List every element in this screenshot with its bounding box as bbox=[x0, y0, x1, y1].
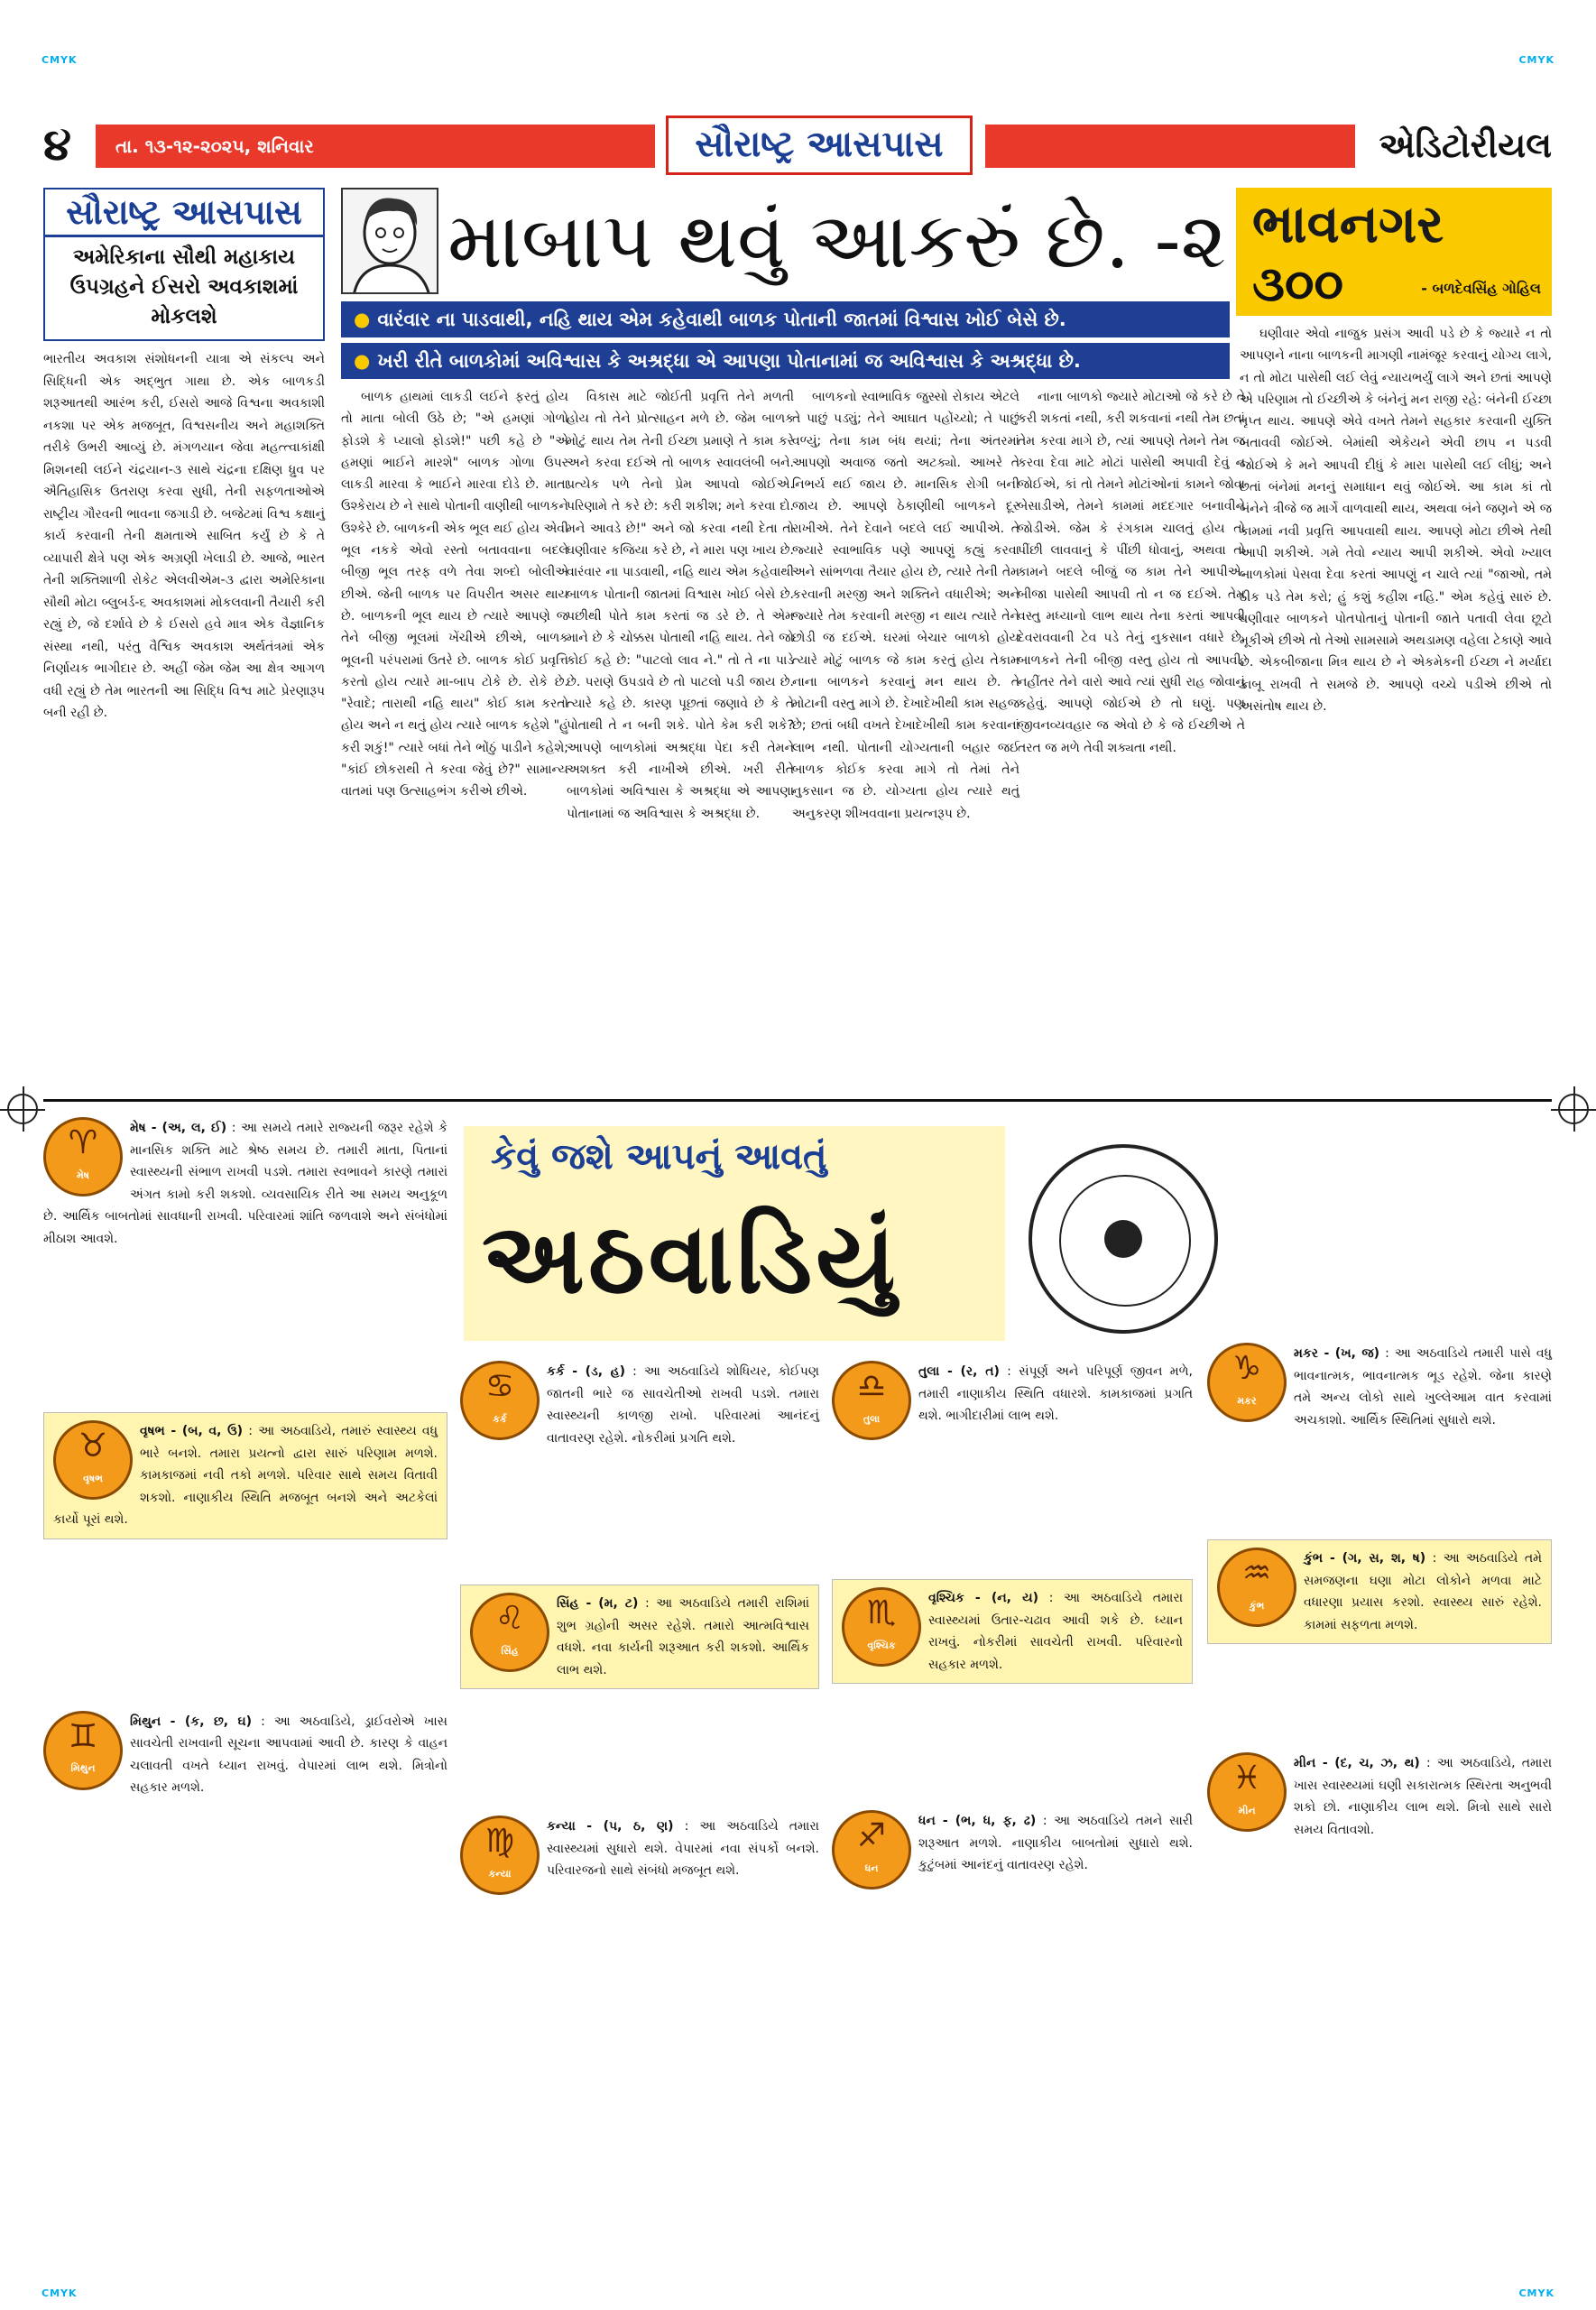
libra-icon: ♎ તુલા bbox=[832, 1361, 911, 1440]
editorial-headline: માબાપ થવું આકરું છે. -૨ bbox=[447, 196, 1227, 286]
print-marks-right: CMYK bbox=[1518, 54, 1554, 66]
sign-vrushabh: ♉ વૃષભ વૃષભ - (બ, વ, ઉ) : આ અઠવાડિયે, તમારું સ્વાસ્થ્ય વધુ ભારે બનશે. તમારા પ્રયત્નો દ્વારા સારું પરિણામ મળશે. કામકાજમાં નવી તકો મળશે. પરિવાર સાથે સમય વિતાવી શકશો. નાણાકીય સ્થિતિ મજબૂત બનશે અને અટકેલાં કાર્યો પૂરાં થશે. bbox=[43, 1412, 447, 1539]
sign-text: આ અઠવાડિયે તમને સારી શરૂઆત મળશે. નાણાકીય બાબતોમાં સુધારો થશે. કુટુંબમાં આનંદનું વાતાવરણ રહેશે. bbox=[918, 1814, 1193, 1872]
aries-icon: ♈ મેષ bbox=[43, 1117, 123, 1197]
gemini-icon: ♊ મિથુન bbox=[43, 1711, 123, 1790]
section-title: એડિટોરીયલ bbox=[1379, 125, 1552, 165]
editorial-column-3 bbox=[792, 386, 1019, 1090]
series-box bbox=[1236, 188, 1552, 316]
horoscope-column-left bbox=[43, 1117, 447, 1812]
sign-name: કન્યા - (પ, ઠ, ણ) bbox=[547, 1819, 674, 1834]
sign-name: મેષ - (અ, લ, ઈ) bbox=[130, 1121, 227, 1135]
sign-text: આ અઠવાડિયે, તમારું સ્વાસ્થ્ય વધુ ભારે બનશે. તમારા પ્રયત્નો દ્વારા સારું પરિણામ મળશે. કામકાજમાં નવી તકો મળશે. પરિવાર સાથે સમય વિતાવી શકશો. નાણાકીય સ્થિતિ મજબૂત બનશે અને અટકેલાં કાર્યો પૂરાં થશે. bbox=[53, 1424, 438, 1527]
editorial-column-4 bbox=[1018, 386, 1245, 1090]
sign-text: આ અઠવાડિયે તમારા સ્વાસ્થ્યમાં ઉતાર-ચઢાવ આવી શકે છે. ધ્યાન રાખવું. નોકરીમાં સાવચેતી રાખવી. પરિવારનો સહકાર મળશે. bbox=[928, 1591, 1184, 1672]
column-text: ઘણીવાર એવો નાજુક પ્રસંગ આવી પડે છે કે જ્યારે ન તો આપણને નાના બાળકની માગણી નામંજૂર કરવાનું યોગ્ય લાગે, ન તો મોટા પાસેથી લઈ લેવું ન્યાયભર્યું લાગે અને છતાં આપણે એ પરિણામ તો ઈચ્છીએ કે બંનેનું મન રાજી રહે: બંનેની ઈચ્છા તૃપ્ત થાય. આપણે એવે વખતે તેમને સહકાર કરવાની યુક્તિ બતાવવી જોઈએ. બેમાંથી એકેયને એવી છાપ ન પડવી જોઈએ કે મને આપવી દીધું કે મારા પાસેથી લઈ લીધું; અને છતાં બંનેમાં મનનું સમાધાન થવું જોઈએ. આ કામ કાં તો બંનેને ત્રીજે જ માર્ગે વાળવાથી થાય, અથવા બંને જણને એ જ કામમાં નવી પ્રવૃત્તિ આપવાથી થાય. આપણે મોટા છીએ તેથી આપી શકીએ. ગમે તેવો ન્યાય આપી શકીએ. એવો ખ્યાલ બાળકોમાં પેસવા દેવા કરતાં આપણું ન ચાલે ત્યાં "જાઓ, તમે ઠીક પડે તેમ કરો; હું કશું કહીશ નહિ." એમ કહેવું સારું છે. ઘણીવાર બાળકને પોતપોતાનું પોતાની જાતે પતાવી લેવા છૂટો મૂકીએ છીએ તો તેઓ સામસામે અથડામણ વહેલા ટેકાણે આવે છે. એકબીજાના મિત્ર થાય છે ને એકમેકની ઈચ્છા ને મર્યાદા કાબૂ રાખવી તે સમજે છે. આપણે વચ્ચે પડીએ છીએ તો અસંતોષ થાય છે. bbox=[1240, 327, 1552, 715]
sign-text: આ સમયે તમારે રાજ્યની જરૂર રહેશે કે માનસિક શક્તિ માટે શ્રેષ્ઠ સમય છે. તમારી માતા, પિતાનાં સ્વાસ્થ્યની સંભાળ રાખવી પડશે. તમારા સ્વભાવને કારણે તમારાં અંગત કામો કરી શકશો. વ્યવસાયિક રીતે આ સમય અનુકૂળ છે. આર્થિક બાબતોમાં સાવધાની રાખવી. પરિવારમાં શાંતિ જળવાશે અને સંબંધોમાં મીઠાશ આવશે. bbox=[43, 1121, 447, 1246]
sign-makar: ♑ મકર મકર - (ખ, જ) : આ અઠવાડિયે તમારી પાસે વધુ ભાવનાત્મક, ભાવનાત્મક ભૂડ રહેશે. જેના કારણે તમે અન્ય લોકો સાથે ખુલ્લેઆમ વાત કરવામાં અચકાશો. આર્થિક સ્થિતિમાં સુધારો થશે. bbox=[1207, 1343, 1552, 1431]
sign-kanya: ♍ કન્યા કન્યા - (પ, ઠ, ણ) : આ અઠવાડિયે તમારા સ્વાસ્થ્યમાં સુધારો થશે. વેપારમાં નવા સંપર્કો બનશે. પરિવારજનો સાથે સંબંધો મજબૂત થશે. bbox=[460, 1816, 819, 1899]
taurus-icon: ♉ વૃષભ bbox=[53, 1420, 133, 1500]
leo-icon: ♌ સિંહ bbox=[470, 1593, 549, 1672]
sign-text: આ અઠવાડિયે તમારી પાસે વધુ ભાવનાત્મક, ભાવનાત્મક ભૂડ રહેશે. જેના કારણે તમે અન્ય લોકો સાથે ખુલ્લેઆમ વાત કરવામાં અચકાશો. આર્થિક સ્થિતિમાં સુધારો થશે. bbox=[1294, 1346, 1553, 1428]
sign-name: ધન - (ભ, ધ, ફ, ઢ) bbox=[918, 1814, 1037, 1828]
sign-name: તુલા - (ર, ત) bbox=[918, 1364, 1000, 1379]
sign-sinh: ♌ સિંહ સિંહ - (મ, ટ) : આ અઠવાડિયે તમારી રાશિમાં શુભ ગ્રહોની અસર રહેશે. તમારો આત્મવિશ્વાસ વધશે. નવા કાર્યની શરૂઆત કરી શકશો. આર્થિક લાભ થશે. bbox=[460, 1585, 819, 1689]
highlight-text: ખરી રીતે બાળકોમાં અવિશ્વાસ કે અશ્રદ્ધા એ આપણા પોતાનામાં જ અવિશ્વાસ કે અશ્રદ્ધા છે. bbox=[377, 350, 1081, 372]
left-news-box bbox=[43, 188, 325, 341]
sign-name: વૃષભ - (બ, વ, ઉ) bbox=[140, 1424, 244, 1438]
print-marks-left: CMYK bbox=[42, 54, 78, 66]
editorial bbox=[341, 188, 1552, 1090]
bullet-icon: ● bbox=[354, 350, 371, 372]
column-text: બાળક હાથમાં લાકડી લઈને ફરતું હોય તો માતા બોલી ઉઠે છે; "એ હમણાં ગોળો ફોડશે કે પ્યાલો ફોડશે!" પછી કહે છે "એ હમણાં ભાઈને મારશે" બાળક ગોળા ઉપર લાકડી મારવા કે ભાઈને મારવા દોડે છે. માતા ઉશ્કેરાય છે ને સાથે પોતાની વાણીથી બાળકને ઉશ્કેરે છે. બાળકની એક ભૂલ થઈ હોય એવી ભૂલ નકકે એવો રસ્તો બતાવવાના બદલે બીજી ભૂલ તરફ વળે તેવા શબ્દો બોલીએ છીએ. જેની બાળક પર વિપરીત અસર થાય છે. બાળકની ભૂલ થાય છે ત્યારે આપણે જ તેને બીજી ભૂલમાં ખેંચીએ છીએ, બાળક ભૂલની પરંપરામાં ઉતરે છે. બાળક કોઈ પ્રવૃત્તિ કરતો હોય ત્યારે મા-બાપ ટોકે છે. રોકે છે. "રેવાદે; તારાથી નહિ થાય" કોઈ કામ કરતો હોય અને ન થતું હોય ત્યારે બાળક કહેશે "હું કરી શકું!" ત્યારે બધાં તેને ભોંઠું પાડીને કહેશે; "કાંઈ છોકરાથી તે કરવા જેવું છે?" સામાન્ય વાતમાં પણ ઉત્સાહભંગ કરીએ છીએ. bbox=[341, 390, 568, 799]
sign-text: સંપૂર્ણ અને પરિપૂર્ણ જીવન મળે, તમારી નાણાકીય સ્થિતિ વધારશે. કામકાજમાં પ્રગતિ થશે. ભાગીદારીમાં લાભ થશે. bbox=[918, 1364, 1193, 1423]
pisces-icon: ♓ મીન bbox=[1207, 1752, 1287, 1832]
horoscope-title-main: અઠવાડિયું bbox=[482, 1202, 899, 1316]
capricorn-icon: ♑ મકર bbox=[1207, 1343, 1287, 1422]
sign-name: કર્ક - (ડ, હ) bbox=[547, 1364, 625, 1379]
sign-name: મકર - (ખ, જ) bbox=[1294, 1346, 1380, 1361]
sign-vrushchik: ♏ વૃશ્ચિક વૃશ્ચિક - (ન, ય) : આ અઠવાડિયે તમારા સ્વાસ્થ્યમાં ઉતાર-ચઢાવ આવી શકે છે. ધ્યાન રાખવું. નોકરીમાં સાવચેતી રાખવી. પરિવારનો સહકાર મળશે. bbox=[832, 1579, 1193, 1684]
horoscope-column-center-right bbox=[832, 1361, 1193, 1906]
cancer-icon: ♋ કર્ક bbox=[460, 1361, 540, 1440]
print-marks-bottom-right: CMYK bbox=[1518, 2287, 1554, 2299]
column-text: નાના બાળકો જ્યારે મોટાઓ જે કરે છે તે કરી શકતાં નથી, કરી શકવાનાં નથી તેમ છતાં તેમ કરવા માગે છે, ત્યાં આપણે તેમને તેમ જ કરવા દેવા માટે મોટાં પાસેથી અપાવી દેવું ન જોઈએ, કાં તો તેમને મોટાંઓનાં કામને જોવા બેસાડીએ, તેમને કામમાં મદદગાર બનાવીને જોડીએ. જેમ કે રંગકામ ચાલતું હોય તો પીંછી લાવવાનું કે પીંછી ધોવાનું, અથવા તો કામને બદલે બીજું જ કામ તેને આપીએ. બીજા પાસેથી આપવી તો ન જ દઈએ. તેમ વસ્તુ મધ્યાનો લાભ થાય તેના કરતાં આપવી દેવરાવવાની ટેવ પડે તેનું નુકસાન વધારે છે. બાળકને તેની બીજી વસ્તુ હોય તો આપવી, નહીંતર તેને વારો આવે ત્યાં સુધી રાહ જોવાનું કહેવું. આપણે જોઈએ છે તો ઘણું. પણ જીવનવ્યવહાર જ એવો છે કે જે ઈચ્છીએ તે તરત જ મળે તેવી શક્યતા નથી. bbox=[1018, 390, 1245, 755]
column-text: વિકાસ માટે જોઈતી પ્રવૃત્તિ તેને મળતી હોય તો તેને પ્રોત્સાહન મળે છે. જેમ બાળક મોટું થાય તેમ તેની ઈચ્છા પ્રમાણે તે કામ કરે અને કરવા દઈએ તો બાળક સ્વાવલંબી બને. પ્રત્યેક પળે તેનો પ્રેમ આપવો જોઈએ. પરિણામે તે કરે છે: કરી શકીશ; મને કરવા દો. મને આવડે છે!" અને જો કરવા નથી દેતા તો ઘણીવાર કજિયા કરે છે, ને મારા પણ ખાય છે. વારંવાર ના પાડવાથી, નહિ થાય એમ કહેવાથી બાળક પોતાની જાતમાં વિશ્વાસ ખોઈ બેસે છે. પછીથી પોતે કામ કરતાં જ ડરે છે. તે એમ માને છે કે ચોક્કસ પોતાથી નહિ થાય. તેને જો કોઈ કહે છે: "પાટલો લાવ ને." તો તે ના પાડે છે. પરાણે ઉપડાવે છે તો પાટલો પડી જાય છે. ત્યારે કહે છે. કારણ પૂછતાં જણાવે છે કે તે પોતાથી તે ન બની શકે. પોતે કેમ કરી શકે? આપણે બાળકોમાં અશ્રદ્ધા પેદા કરી તેમને અશક્ત કરી નાખીએ છીએ. ખરી રીતે બાળકોમાં અવિશ્વાસ કે અશ્રદ્ધા એ આપણા પોતાનામાં જ અવિશ્વાસ કે અશ્રદ્ધા છે. bbox=[567, 390, 794, 821]
bullet-icon: ● bbox=[354, 309, 371, 330]
horoscope-title-top: કેવું જશે આપનું આવતું bbox=[491, 1135, 827, 1178]
masthead bbox=[43, 116, 1552, 175]
registration-mark-icon bbox=[7, 1094, 38, 1124]
sign-kumbh: ♒ કુંભ કુંભ - (ગ, સ, શ, ષ) : આ અઠવાડિયે તમે સમજણના ઘણા મોટા લોકોને મળવા માટે વધારણા પ્રયાસ કરશો. સ્વાસ્થ્ય સારું રહેશે. કામમાં સફળતા મળશે. bbox=[1207, 1539, 1552, 1644]
series-number: ૩૦૦ bbox=[1252, 254, 1343, 312]
horoscope-column-right bbox=[1207, 1117, 1552, 1853]
sign-text: આ અઠવાડિયે તમારા સ્વાસ્થ્યમાં સુધારો થશે. વેપારમાં નવા સંપર્કો બનશે. પરિવારજનો સાથે સંબંધો મજબૂત થશે. bbox=[547, 1819, 819, 1878]
section-divider bbox=[43, 1099, 1552, 1102]
editorial-columns bbox=[341, 327, 1552, 1090]
editorial-column-1 bbox=[341, 386, 568, 1090]
sign-name: કુંભ - (ગ, સ, શ, ષ) bbox=[1304, 1551, 1426, 1566]
sign-name: મીન - (દ, ચ, ઝ, થ) bbox=[1294, 1756, 1420, 1770]
sign-dhan: ♐ ધન ધન - (ભ, ધ, ફ, ઢ) : આ અઠવાડિયે તમને સારી શરૂઆત મળશે. નાણાકીય બાબતોમાં સુધારો થશે. કુટુંબમાં આનંદનું વાતાવરણ રહેશે. bbox=[832, 1810, 1193, 1893]
sign-name: સિંહ - (મ, ટ) bbox=[557, 1596, 639, 1611]
sign-text: આ અઠવાડિયે, ડ્રાઈવરોએ ખાસ સાવચેતી રાખવાની સૂચના આપવામાં આવી છે. કારણ કે વાહન ચલાવતી વખતે ધ્યાન રાખવું. વેપારમાં લાભ થશે. મિત્રોનો સહકાર મળશે. bbox=[130, 1714, 447, 1795]
issue-date: તા. ૧૩-૧૨-૨૦૨૫, શનિવાર bbox=[96, 125, 655, 168]
horoscope-banner bbox=[464, 1126, 1005, 1341]
print-marks-bottom-left: CMYK bbox=[42, 2287, 78, 2299]
sign-mithun: ♊ મિથુન મિથુન - (ક, છ, ઘ) : આ અઠવાડિયે, ડ્રાઈવરોએ ખાસ સાવચેતી રાખવાની સૂચના આપવામાં આવી છે. કારણ કે વાહન ચલાવતી વખતે ધ્યાન રાખવું. વેપારમાં લાભ થશે. મિત્રોનો સહકાર મળશે. bbox=[43, 1711, 447, 1799]
author-byline: - બળદેવસિંહ ગોહિલ bbox=[1421, 280, 1541, 297]
sign-name: મિથુન - (ક, છ, ઘ) bbox=[130, 1714, 253, 1729]
sign-name: વૃશ્ચિક - (ન, ય) bbox=[928, 1591, 1038, 1605]
sagittarius-icon: ♐ ધન bbox=[832, 1810, 911, 1890]
newspaper-logo: સૌરાષ્ટ્ર આસપાસ bbox=[666, 116, 973, 175]
page-number: ૪ bbox=[43, 118, 71, 171]
zodiac-wheel-icon bbox=[1029, 1144, 1218, 1334]
news-headline: અમેરિકાના સૌથી મહાકાય ઉપગ્રહને ઈસરો અવકાશમાં મોકલશે bbox=[69, 245, 299, 328]
registration-mark-icon bbox=[1558, 1094, 1589, 1124]
highlight-strip-1 bbox=[341, 301, 1230, 337]
series-city: ભાવનગર bbox=[1252, 193, 1444, 254]
aquarius-icon: ♒ કુંભ bbox=[1217, 1548, 1296, 1627]
sign-mesh: ♈ મેષ મેષ - (અ, લ, ઈ) : આ સમયે તમારે રાજ્યની જરૂર રહેશે કે માનસિક શક્તિ માટે શ્રેષ્ઠ સમય છે. તમારી માતા, પિતાનાં સ્વાસ્થ્યની સંભાળ રાખવી પડશે. તમારા સ્વભાવને કારણે તમારાં અંગત કામો કરી શકશો. વ્યવસાયિક રીતે આ સમય અનુકૂળ છે. આર્થિક બાબતોમાં સાવધાની રાખવી. પરિવારમાં શાંતિ જળવાશે અને સંબંધોમાં મીઠાશ આવશે. bbox=[43, 1117, 447, 1250]
author-portrait bbox=[341, 188, 438, 294]
masthead-bar bbox=[985, 125, 1355, 168]
editorial-column-2 bbox=[567, 386, 794, 1090]
sign-tula: ♎ તુલા તુલા - (ર, ત) : સંપૂર્ણ અને પરિપૂર્ણ જીવન મળે, તમારી નાણાકીય સ્થિતિ વધારશે. કામકાજમાં પ્રગતિ થશે. ભાગીદારીમાં લાભ થશે. bbox=[832, 1361, 1193, 1444]
left-news-column bbox=[43, 188, 325, 1090]
highlight-strip-2 bbox=[341, 343, 1230, 379]
horoscope-column-center-left bbox=[460, 1361, 819, 1911]
sign-kark: ♋ કર્ક કર્ક - (ડ, હ) : આ અઠવાડિયે શોધિયર, કોઈપણ જાતની ભારે જ સાવચેતીઓ રાખવી પડશે. તમારા સ્વાસ્થ્યની કાળજી રાખો. પરિવારમાં આનંદનું વાતાવરણ રહેશે. નોકરીમાં પ્રગતિ થશે. bbox=[460, 1361, 819, 1449]
highlight-text: વારંવાર ના પાડવાથી, નહિ થાય એમ કહેવાથી બાળક પોતાની જાતમાં વિશ્વાસ ખોઈ બેસે છે. bbox=[377, 309, 1066, 330]
news-body: ભારતીય અવકાશ સંશોધનની યાત્રા એ સંકલ્પ અને સિદ્ધિની એક અદ્ભુત ગાથા છે. એક બાળકડી શરૂઆતથી આરંભ કરી, ઈસરો આજે વિશ્વના અવકાશી નકશા પર એક મજબૂત, વિશ્વસનીય અને મહાશક્તિ તરીકે ઉભરી આવ્યું છે. મંગળયાન જેવા મહત્ત્વાકાંક્ષી મિશનથી લઈને ચંદ્રયાન-૩ સાથે ચંદ્રના દક્ષિણ ધ્રુવ પર ઐતિહાસિક ઉતરાણ કરવા સુધી, તેની સફળતાઓએ રાષ્ટ્રીય ગૌરવની ભાવના જગાડી છે. બજેટમાં વિશ્વ કક્ષાનું કાર્ય કરવાની તેની ક્ષમતાએ સાબિત કર્યું છે કે તે વ્યાપારી ક્ષેત્રે પણ એક અગ્રણી ખેલાડી છે. આજે, ભારત તેની શક્તિશાળી રોકેટ એલવીએમ-૩ દ્વારા અમેરિકાના સૌથી મોટા બ્લુબર્ડ-૬ અવકાશમાં મોકલવાની તૈયારી કરી રહ્યું છે, જે દર્શાવે છે કે ઈસરો હવે માત્ર એક વૈજ્ઞાનિક સંસ્થા નથી, પરંતુ વૈશ્વિક અવકાશ અર્થતંત્રમાં એક નિર્ણાયક ભાગીદાર છે. અહીં જેમ જેમ આ ક્ષેત્ર આગળ વધી રહ્યું છે તેમ ભારતની આ સિદ્ધિ વિશ્વ માટે પ્રેરણારૂપ બની રહી છે. bbox=[43, 352, 325, 720]
sign-meen: ♓ મીન મીન - (દ, ચ, ઝ, થ) : આ અઠવાડિયે, તમારા ખાસ સ્વાસ્થ્યમાં ઘણી સકારાત્મક સ્થિરતા અનુભવી શકો છો. નાણાકીય લાભ થશે. મિત્રો સાથે સારો સમય વિતાવશો. bbox=[1207, 1752, 1552, 1841]
horoscope-section bbox=[43, 1108, 1552, 2281]
editorial-column-5 bbox=[1240, 323, 1552, 717]
column-text: બાળકનો સ્વાભાવિક જુસ્સો રોકાય એટલે તે પાછું પડ્યું; તેને આઘાત પહોંચ્યો; તે પાછું વળ્યું; તેના કામ બંધ થયાં; તેના અંતરમાં આપણો અવાજ જતો અટક્યો. આખરે તે નિભર્ય થઈ જાય છે. માનસિક રોગી બની જાય છે. આપણે ઠેકાણીથી બાળકને દૂર રાખીએ. તેને દેવાને બદલે લઈ આપીએ. તે જ્યારે સ્વાભાવિક પણે આપણું કહ્યું કરવા અને સાંભળવા તૈયાર હોય છે, ત્યારે તેની તેમ કરવાની મરજી અને શક્તિને વધારીએ; અને જ્યારે તેમ કરવાની મરજી ન થાય ત્યારે તેને છોડી જ દઈએ. ઘરમાં બેચાર બાળકો હોય ત્યારે મોટું બાળક જે કામ કરતું હોય તેકામ નાના બાળકને કરવાનું મન થાય છે. તે મોટાની વસ્તુ માગે છે. દેખાદેખીથી કામ સહજ છે; છતાં બધી વખતે દેખાદેખીથી કામ કરવાનાં લાભ નથી. પોતાની યોગ્યતાની બહાર જઈ બાળક કોઈક કરવા માગે તો તેમાં તેને નુકસાન જ છે. યોગ્યતા હોય ત્યારે થતું અનુકરણ શીખવવાના પ્રયત્નરૂપ છે. bbox=[792, 390, 1019, 821]
brand-title: સૌરાષ્ટ્ર આસપાસ bbox=[45, 189, 323, 237]
virgo-icon: ♍ કન્યા bbox=[460, 1816, 540, 1895]
sign-text: આ અઠવાડિયે તમારી રાશિમાં શુભ ગ્રહોની અસર રહેશે. તમારો આત્મવિશ્વાસ વધશે. નવા કાર્યની શરૂઆત કરી શકશો. આર્થિક લાભ થશે. bbox=[557, 1596, 809, 1677]
sign-text: આ અઠવાડિયે શોધિયર, કોઈપણ જાતની ભારે જ સાવચેતીઓ રાખવી પડશે. તમારા સ્વાસ્થ્યની કાળજી રાખો. પરિવારમાં આનંદનું વાતાવરણ રહેશે. નોકરીમાં પ્રગતિ થશે. bbox=[547, 1364, 819, 1446]
sign-text: આ અઠવાડિયે, તમારા ખાસ સ્વાસ્થ્યમાં ઘણી સકારાત્મક સ્થિરતા અનુભવી શકો છો. નાણાકીય લાભ થશે. મિત્રો સાથે સારો સમય વિતાવશો. bbox=[1294, 1756, 1552, 1837]
sign-text: આ અઠવાડિયે તમે સમજણના ઘણા મોટા લોકોને મળવા માટે વધારણા પ્રયાસ કરશો. સ્વાસ્થ્ય સારું રહેશે. કામમાં સફળતા મળશે. bbox=[1304, 1551, 1543, 1632]
scorpio-icon: ♏ વૃશ્ચિક bbox=[842, 1587, 921, 1667]
